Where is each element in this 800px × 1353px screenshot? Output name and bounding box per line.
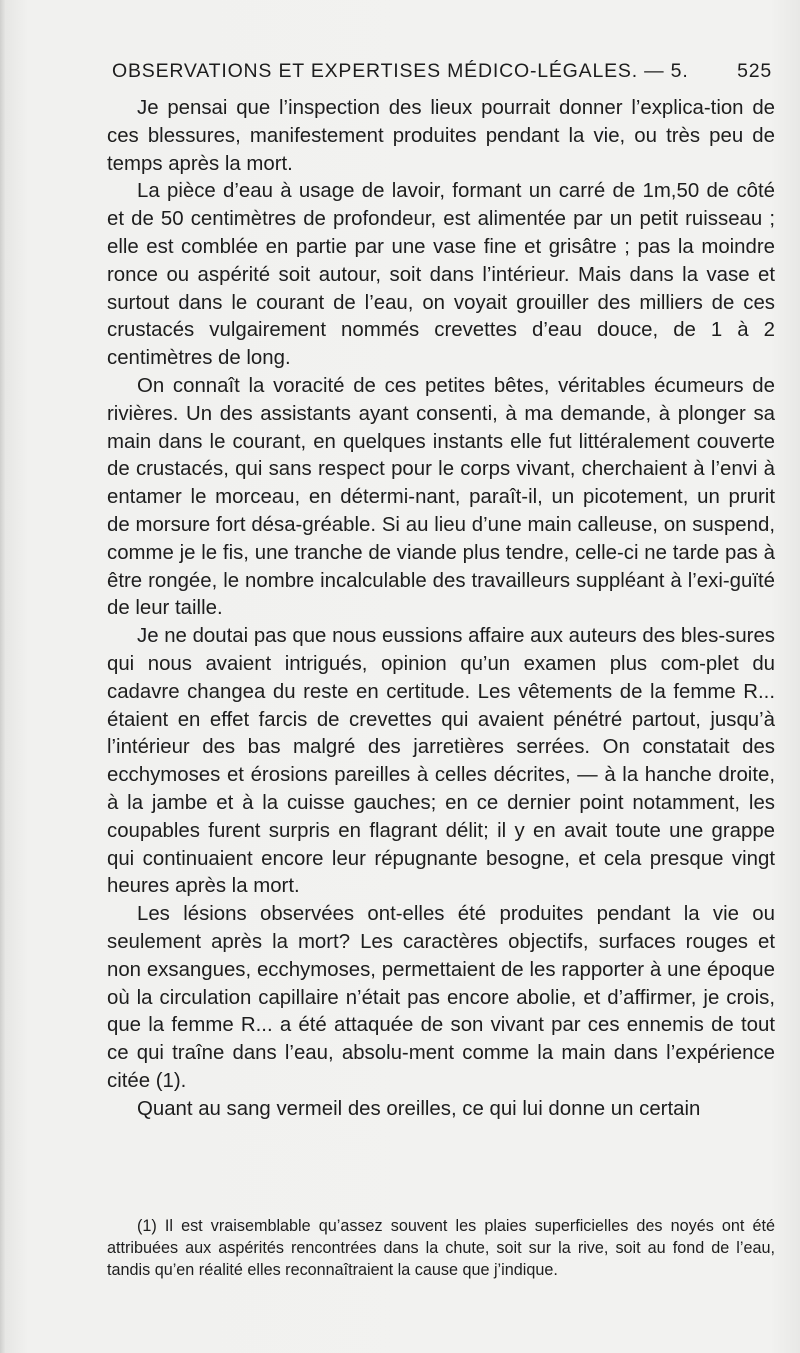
page-number: 525: [737, 60, 772, 82]
page-binding-edge: [0, 0, 6, 1353]
paragraph: Les lésions observées ont-elles été produites pendant la vie ou seulement après la mort? Les caractères objectifs, surfaces rouges et non exsangues, ecchymoses, permettaient de les rapporter à une époque où la circulation capillaire n’était pas encore abolie, et d’affirmer, je crois, que la femme R... a été attaquée de son vivant par ces ennemis de tout ce qui traîne dans l’eau, absolu-ment comme la main dans l’expérience citée (1).: [107, 903, 775, 1092]
paragraph: Je pensai que l’inspection des lieux pourrait donner l’explica-tion de ces blessures, manifestement produites pendant la vie, ou très peu de temps après la mort.: [107, 97, 775, 175]
running-header: [112, 60, 772, 83]
paragraph: La pièce d’eau à usage de lavoir, formant un carré de 1m,50 de côté et de 50 centimètres de profondeur, est alimentée par un petit ruisseau ; elle est comblée en partie par une vase fine et grisâtre ; pas la moindre ronce ou aspérité soit autour, soit dans l’intérieur. Mais dans la vase et surtout dans le courant de l’eau, on voyait grouiller des milliers de ces crustacés vulgairement nommés crevettes d’eau douce, de 1 à 2 centimètres de long.: [107, 180, 775, 370]
running-title: OBSERVATIONS ET EXPERTISES MÉDICO-LÉGALES. — 5.: [112, 60, 689, 82]
paragraph: Quant au sang vermeil des oreilles, ce qui lui donne un certain: [137, 1097, 701, 1120]
body-text: [107, 95, 775, 1123]
paragraph: On connaît la voracité de ces petites bêtes, véritables écumeurs de rivières. Un des assistants ayant consenti, à ma demande, à plonger sa main dans le courant, en quelques instants elle fut littéralement couverte de crustacés, qui sans respect pour le corps vivant, cherchaient à l’envi à entamer le morceau, en détermi-nant, paraît-il, un picotement, un prurit de morsure fort désa-gréable. Si au lieu d’une main calleuse, on suspend, comme je le fis, une tranche de viande plus tendre, celle-ci ne tarde pas à être rongée, le nombre incalculable des travailleurs suppléant à l’exi-guïté de leur taille.: [107, 374, 775, 620]
footnote: (1) Il est vraisemblable qu’assez souvent les plaies superficielles des noyés ont été attribuées aux aspérités rencontrées dans la chute, soit sur la rive, soit au fond de l’eau, tandis qu’en réalité elles reconnaîtraient la cause que j’indique.: [107, 1217, 775, 1280]
paragraph: Je ne doutai pas que nous eussions affaire aux auteurs des bles-sures qui nous avaient intrigués, opinion qu’un examen plus com-plet du cadavre changea du reste en certitude. Les vêtements de la femme R... étaient en effet farcis de crevettes qui avaient pénétré partout, jusqu’à l’intérieur des bas malgré des jarretières serrées. On constatait des ecchymoses et érosions pareilles à celles décrites, — à la hanche droite, à la jambe et à la cuisse gauches; en ce dernier point notamment, les coupables furent surpris en flagrant délit; il y en avait toute une grappe qui continuaient encore leur répugnante besogne, et cela presque vingt heures après la mort.: [107, 625, 775, 898]
